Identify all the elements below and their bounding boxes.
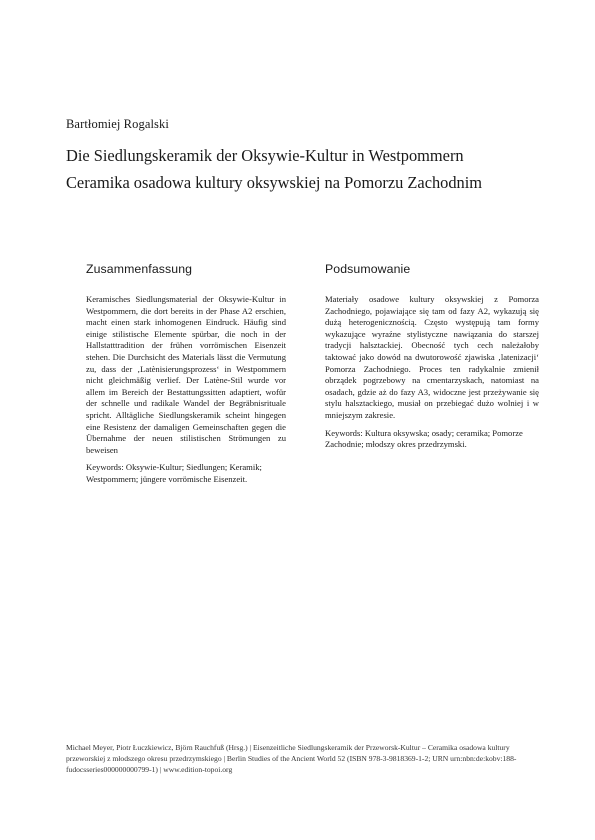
abstract-german-text: Keramisches Siedlungsmaterial der Oksywie-Kultur in Westpommern, die dort bereits in der Phase A2 erschien, macht einen stark inhomogenen Eindruck. Häufig sind einige stilistische Elemente spürbar, die noch in der Hallstatttradition der frühen vorrömischen Eisenzeit stehen. Die Durchsicht des Materials lässt die Vermutung zu, dass der ‚Latènisierungsprozess‘ in Westpommern nicht gleichmäßig verlief. Der Latène-Stil wurde vor allem im Bereich der Bestattungssitten adaptiert, wofür der schnelle und radikale Wandel der Begräbnisrituale spricht. Alltägliche Siedlungskeramik scheint hingegen eine Resistenz der damaligen Gemeinschaften gegen die Übernahme der neuen stilistischen Strömungen zu beweisen (86, 294, 286, 455)
title-german: Die Siedlungskeramik der Oksywie-Kultur in Westpommern (66, 146, 464, 165)
citation-footer: Michael Meyer, Piotr Łuczkiewicz, Björn Rauchfuß (Hrsg.) | Eisenzeitliche Siedlungskeramik der Przeworsk-Kultur – Ceramika osadowa kultury przeworskiej z młodszego okresu przedrzymskiego | Berlin Studies of the Ancient World 52 (ISBN 978-3-9818369-1-2; URN urn:nbn:de:kobv:188-fudocsseries000000000799-1) | www.edition-topoi.org (66, 743, 517, 774)
abstract-polish-keywords: Keywords: Kultura oksywska; osady; ceramika; Pomorze Zachodnie; młodszy okres przedrzymski. (325, 427, 523, 450)
abstract-polish-text: Materiały osadowe kultury oksywskiej z Pomorza Zachodniego, pojawiające się tam od fazy A2, wykazują się dużą heterogenicznością. Często występują tam formy wykazujące wyraźne stylistyczne nawiązania do starszej tradycji halsztackiej. Obecność tych cech należałoby taktować jako dowód na dwutorowość zjawiska ‚latenizacji‘ Pomorza Zachodniego. Proces ten radykalnie zmienił obrządek pogrzebowy na cmentarzyskach, natomiast na osadach, gdzie aż do fazy A3, widoczne jest przeżywanie się stylu halsztackiego, musiał on przebiegać dużo wolniej i w mniejszym zakresie. (325, 294, 539, 420)
title-polish: Ceramika osadowa kultury oksywskiej na Pomorzu Zachodnim (66, 173, 483, 192)
abstract-german-heading: Zusammenfassung (86, 262, 193, 276)
author-name: Bartłomiej Rogalski (66, 117, 169, 131)
abstract-polish (325, 262, 539, 451)
abstract-german (86, 262, 286, 486)
abstract-polish-heading: Podsumowanie (325, 262, 411, 276)
abstract-german-keywords: Keywords: Oksywie-Kultur; Siedlungen; Keramik; Westpommern; jüngere vorrömische Eisenzeit. (86, 462, 262, 484)
